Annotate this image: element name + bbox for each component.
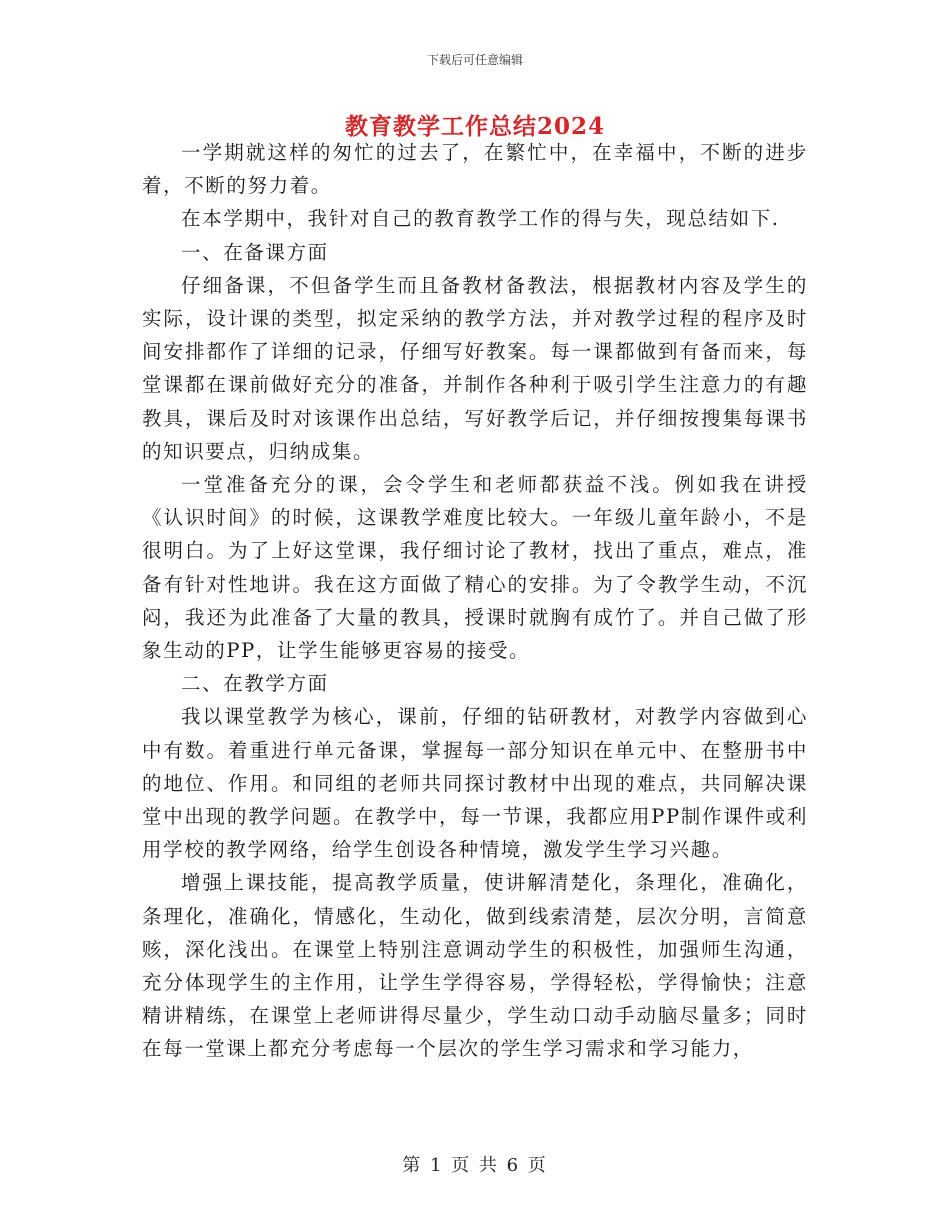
paragraph-summary-lead: 在本学期中，我针对自己的教育教学工作的得与失，现总结如下. (181, 207, 780, 231)
page-header-note: 下载后可任意编辑 (426, 53, 523, 67)
document-body (142, 136, 808, 1066)
section-heading-lesson-prep: 一、在备课方面 (181, 240, 329, 264)
section-heading-teaching: 二、在教学方面 (181, 672, 329, 696)
paragraph-teaching-skills: 增强上课技能，提高教学质量，使讲解清楚化，条理化，准确化，条理化，准确化，情感化，生动化，做到线索清楚，层次分明，言简意赅，深化浅出。在课堂上特别注意调动学生的积极性，加强师生沟通，充分体现学生的主作用，让学生学得容易，学得轻松，学得愉快；注意精讲精练，在课堂上老师讲得尽量少，学生动口动手动脑尽量多；同时在每一堂课上都充分考虑每一个层次的学生学习需求和学习能力， (142, 871, 808, 1061)
document-title: 教育教学工作总结2024 (344, 113, 605, 140)
paragraph-lesson-prep: 仔细备课，不但备学生而且备教材备教法，根据教材内容及学生的实际，设计课的类型，拟定采纳的教学方法，并对教学过程的程序及时间安排都作了详细的记录，仔细写好教案。每一课都做到有备而来，每堂课都在课前做好充分的准备，并制作各种利于吸引学生注意力的有趣教具，课后及时对该课作出总结，写好教学后记，并仔细按搜集每课书的知识要点，归纳成集。 (142, 273, 808, 463)
paragraph-lesson-example: 一堂准备充分的课，会令学生和老师都获益不浅。例如我在讲授《认识时间》的时候，这课教学难度比较大。一年级儿童年龄小，不是很明白。为了上好这堂课，我仔细讨论了教材，找出了重点，难点，准备有针对性地讲。我在这方面做了精心的安排。为了令教学生动，不沉闷，我还为此准备了大量的教具，授课时就胸有成竹了。并自己做了形象生动的PP，让学生能够更容易的接受。 (142, 473, 808, 663)
paragraph-teaching-core: 我以课堂教学为核心，课前，仔细的钻研教材，对教学内容做到心中有数。着重进行单元备课，掌握每一部分知识在单元中、在整册书中的地位、作用。和同组的老师共同探讨教材中出现的难点，共同解决课堂中出现的教学问题。在教学中，每一节课，我都应用PP制作课件或利用学校的教学网络，给学生创设各种情境，激发学生学习兴趣。 (142, 705, 808, 862)
paragraph-intro: 一学期就这样的匆忙的过去了，在繁忙中，在幸福中，不断的进步着，不断的努力着。 (142, 141, 808, 198)
page-number: 第 1 页 共 6 页 (402, 1155, 548, 1176)
